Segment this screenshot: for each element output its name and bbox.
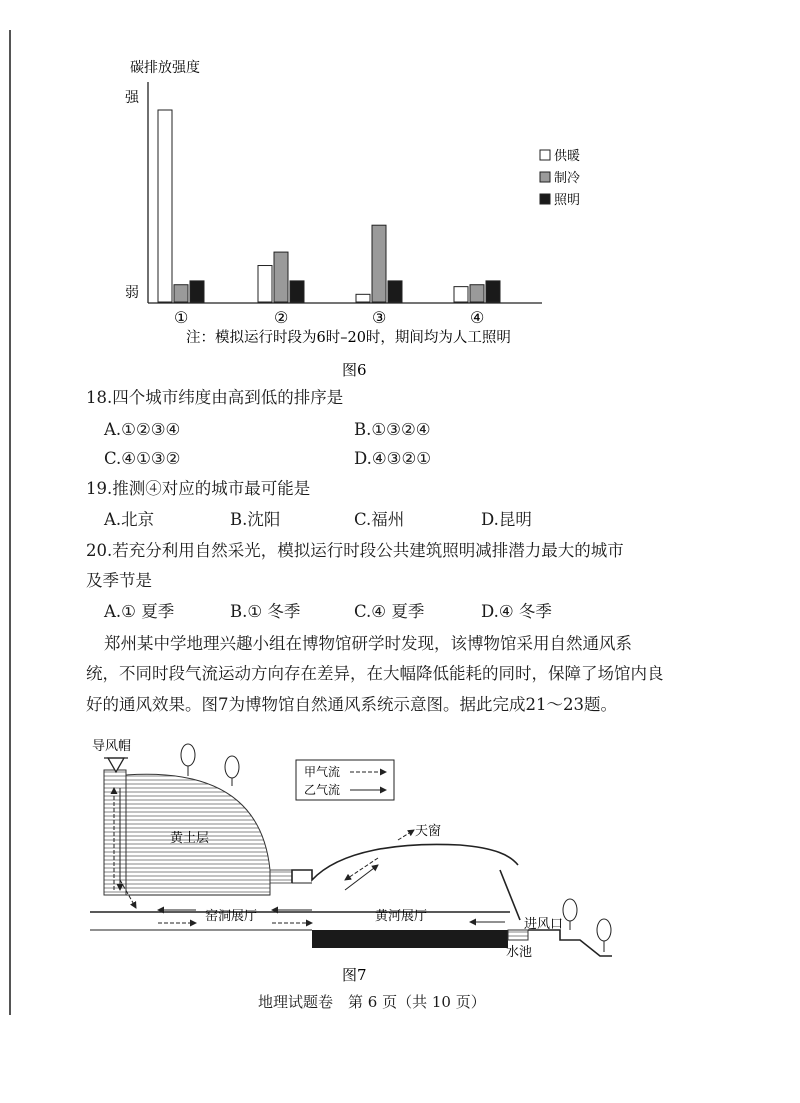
question-18-option-b: B.①③②④	[354, 420, 431, 439]
bars-group	[158, 110, 500, 302]
question-20-option-c: C.④ 夏季	[354, 602, 425, 621]
question-18-option-a: A.①②③④	[104, 420, 181, 439]
legend-label: 供暖	[554, 149, 581, 164]
y-axis-label: 碳排放强度	[130, 60, 200, 76]
x-tick-label: ②	[274, 308, 289, 327]
question-18-stem: 18.四个城市纬度由高到低的排序是	[86, 388, 344, 407]
question-20-option-d: D.④ 冬季	[481, 602, 552, 621]
bar-3-2	[388, 281, 402, 302]
passage-line-2: 统，不同时段气流运动方向存在差异，在大幅降低能耗的同时，保障了场馆内良	[86, 664, 664, 683]
x-tick-label: ③	[372, 308, 387, 327]
loess-label: 黄土层	[170, 831, 210, 846]
question-20-option-b: B.① 冬季	[230, 602, 301, 621]
chimney-shaft	[104, 770, 126, 895]
passage-line-1: 郑州某中学地理兴趣小组在博物馆研学时发现，该博物馆采用自然通风系	[104, 634, 632, 653]
inlet-label: 进风口	[524, 917, 564, 932]
x-tick-label: ④	[470, 308, 485, 327]
y-tick-weak: 弱	[125, 285, 139, 301]
question-20-option-a: A.① 夏季	[104, 602, 175, 621]
question-19-stem: 19.推测④对应的城市最可能是	[86, 479, 311, 498]
loess-step	[270, 870, 292, 883]
pool-label: 水池	[506, 945, 533, 960]
chart-legend	[540, 148, 580, 208]
bar-4-0	[454, 287, 468, 302]
foundation-block	[312, 930, 508, 948]
yellow-river-hall-label: 黄河展厅	[375, 909, 428, 924]
bar-2-2	[290, 281, 304, 302]
legend-yi-label: 乙气流	[304, 783, 341, 797]
question-19-option-a: A.北京	[104, 510, 155, 529]
chart-note: 注：模拟运行时段为6时–20时，期间均为人工照明	[186, 330, 511, 346]
bar-1-1	[174, 285, 188, 302]
question-19-option-c: C.福州	[354, 510, 405, 529]
bar-1-2	[190, 281, 204, 302]
figure-6-caption: 图6	[342, 361, 367, 379]
x-tick-labels	[174, 308, 484, 327]
yellow-river-hall-roof	[292, 844, 518, 883]
y-tick-strong: 强	[125, 90, 139, 106]
bar-1-0	[158, 110, 172, 302]
passage-line-3: 好的通风效果。图7为博物馆自然通风系统示意图。据此完成21～23题。	[86, 695, 617, 714]
question-18-option-d: D.④③②①	[354, 449, 432, 468]
question-20-stem-line2: 及季节是	[86, 571, 152, 590]
x-tick-label: ①	[174, 308, 189, 327]
legend-jia-label: 甲气流	[304, 765, 341, 779]
bar-4-2	[486, 281, 500, 302]
bar-2-1	[274, 252, 288, 302]
page-footer: 地理试题卷 第 6 页（共 10 页）	[258, 993, 486, 1011]
legend-swatch	[540, 194, 550, 204]
figure-7-caption: 图7	[342, 966, 367, 984]
skylight-label: 天窗	[415, 824, 442, 839]
cave-hall-label: 窑洞展厅	[205, 909, 258, 924]
bar-2-0	[258, 266, 272, 302]
bar-3-0	[356, 294, 370, 302]
figure-7-diagram	[0, 730, 800, 1000]
wind-cap-label: 导风帽	[92, 739, 132, 754]
question-19-option-d: D.昆明	[481, 510, 532, 529]
legend-swatch	[540, 150, 550, 160]
legend-label: 照明	[554, 193, 581, 208]
figure-6-chart	[0, 0, 800, 390]
legend-swatch	[540, 172, 550, 182]
question-19-option-b: B.沈阳	[230, 510, 281, 529]
bar-4-1	[470, 285, 484, 302]
legend-label: 制冷	[554, 171, 581, 186]
question-18-option-c: C.④①③②	[104, 449, 181, 468]
question-20-stem-line1: 20.若充分利用自然采光，模拟运行时段公共建筑照明减排潜力最大的城市	[86, 541, 624, 560]
bar-3-1	[372, 225, 386, 302]
